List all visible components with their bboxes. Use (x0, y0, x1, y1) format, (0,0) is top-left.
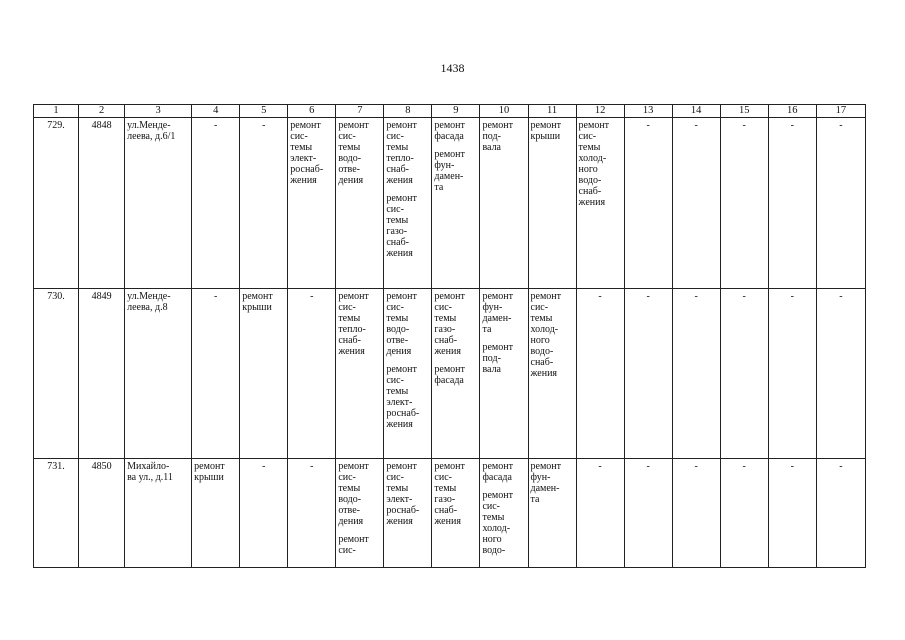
work-cell (480, 289, 528, 459)
empty-dash: - (598, 461, 602, 472)
work-item: ремонт сис- темы холод- ного водо- (482, 490, 513, 556)
empty-dash: - (262, 461, 266, 472)
empty-dash: - (694, 291, 698, 302)
work-item: ремонт фасада (434, 364, 465, 386)
empty-dash: - (790, 461, 794, 472)
work-cell (432, 118, 480, 289)
work-cell (720, 289, 768, 459)
column-number: 1 (34, 105, 79, 118)
work-item: ремонт фун- дамен- та (434, 149, 465, 193)
work-cell (384, 459, 432, 568)
work-item: ремонт сис- темы холод- ного водо- снаб- жения (530, 291, 561, 379)
work-item: ремонт фасада (434, 120, 465, 142)
empty-dash: - (598, 291, 602, 302)
work-cell (576, 289, 624, 459)
work-cell (192, 289, 240, 459)
work-item: ремонт сис- темы тепло- снаб- жения (386, 120, 417, 186)
table-row (34, 118, 866, 289)
work-cell (240, 289, 288, 459)
work-cell (336, 459, 384, 568)
work-item: ремонт крыши (242, 291, 273, 313)
work-item: ремонт фун- дамен- та (482, 291, 513, 335)
empty-dash: - (839, 291, 843, 302)
table-row (34, 289, 866, 459)
work-item: ремонт сис- темы газо- снаб- жения (434, 291, 465, 357)
work-cell (720, 459, 768, 568)
column-number: 7 (336, 105, 384, 118)
work-cell (384, 118, 432, 289)
empty-dash: - (694, 461, 698, 472)
work-cell (480, 118, 528, 289)
work-cell (336, 289, 384, 459)
work-cell (384, 289, 432, 459)
row-number: 731. (34, 459, 79, 568)
column-number: 15 (720, 105, 768, 118)
work-cell (192, 118, 240, 289)
column-number: 14 (672, 105, 720, 118)
empty-dash: - (646, 461, 650, 472)
work-cell (432, 459, 480, 568)
work-cell (288, 459, 336, 568)
work-item: ремонт сис- темы газо- снаб- жения (434, 461, 465, 527)
work-item: ремонт сис- темы холод- ного водо- снаб- жения (578, 120, 610, 208)
column-number: 3 (125, 105, 192, 118)
work-cell (672, 459, 720, 568)
work-item: ремонт сис- темы тепло- снаб- жения (338, 291, 369, 357)
column-number: 2 (79, 105, 125, 118)
column-number: 9 (432, 105, 480, 118)
work-cell (816, 459, 865, 568)
work-item: ремонт фун- дамен- та (530, 461, 561, 505)
empty-dash: - (646, 291, 650, 302)
header-row (34, 105, 866, 118)
work-cell (528, 459, 576, 568)
empty-dash: - (790, 120, 794, 131)
empty-dash: - (839, 461, 843, 472)
work-cell (720, 118, 768, 289)
work-cell (192, 459, 240, 568)
work-item: ремонт сис- темы водо- отве- дения (338, 461, 369, 527)
column-number: 10 (480, 105, 528, 118)
column-number: 17 (816, 105, 865, 118)
work-item: ремонт сис- темы элект- роснаб- жения (386, 461, 420, 527)
work-cell (576, 459, 624, 568)
work-cell (672, 118, 720, 289)
work-cell (768, 289, 816, 459)
work-item: ремонт сис- темы водо- отве- дения (386, 291, 417, 357)
work-cell (288, 118, 336, 289)
repair-schedule-table (33, 104, 866, 568)
building-id: 4850 (79, 459, 125, 568)
column-number: 8 (384, 105, 432, 118)
empty-dash: - (646, 120, 650, 131)
column-number: 12 (576, 105, 624, 118)
work-cell (240, 118, 288, 289)
work-cell (624, 118, 672, 289)
empty-dash: - (214, 291, 218, 302)
building-id: 4849 (79, 289, 125, 459)
empty-dash: - (742, 120, 746, 131)
work-cell (672, 289, 720, 459)
work-item: ремонт сис- темы водо- отве- дения (338, 120, 369, 186)
work-cell (624, 289, 672, 459)
page-number: 1438 (440, 61, 465, 75)
empty-dash: - (310, 291, 314, 302)
empty-dash: - (839, 120, 843, 131)
work-item: ремонт под- вала (482, 342, 513, 375)
work-cell (240, 459, 288, 568)
building-address: Михайло- ва ул., д.11 (125, 459, 192, 568)
work-cell (768, 118, 816, 289)
empty-dash: - (742, 461, 746, 472)
empty-dash: - (694, 120, 698, 131)
column-number: 13 (624, 105, 672, 118)
table-row (34, 459, 866, 568)
work-cell (528, 118, 576, 289)
work-item: ремонт сис- (338, 534, 369, 556)
building-address: ул.Менде- леева, д.8 (125, 289, 192, 459)
work-cell (432, 289, 480, 459)
work-cell (624, 459, 672, 568)
work-item: ремонт фасада (482, 461, 513, 483)
building-id: 4848 (79, 118, 125, 289)
row-number: 730. (34, 289, 79, 459)
column-number: 11 (528, 105, 576, 118)
empty-dash: - (214, 120, 218, 131)
work-cell (288, 289, 336, 459)
column-number: 4 (192, 105, 240, 118)
empty-dash: - (310, 461, 314, 472)
column-number: 16 (768, 105, 816, 118)
work-cell (528, 289, 576, 459)
work-item: ремонт сис- темы газо- снаб- жения (386, 193, 417, 259)
work-item: ремонт крыши (530, 120, 561, 142)
building-address: ул.Менде- леева, д.6/1 (125, 118, 192, 289)
work-cell (816, 289, 865, 459)
column-number: 6 (288, 105, 336, 118)
work-item: ремонт сис- темы элект- роснаб- жения (386, 364, 420, 430)
work-item: ремонт сис- темы элект- роснаб- жения (290, 120, 324, 186)
work-cell (336, 118, 384, 289)
empty-dash: - (790, 291, 794, 302)
work-cell (816, 118, 865, 289)
work-cell (768, 459, 816, 568)
empty-dash: - (262, 120, 266, 131)
work-item: ремонт крыши (194, 461, 225, 483)
work-cell (576, 118, 624, 289)
column-number: 5 (240, 105, 288, 118)
work-cell (480, 459, 528, 568)
row-number: 729. (34, 118, 79, 289)
empty-dash: - (742, 291, 746, 302)
work-item: ремонт под- вала (482, 120, 513, 153)
